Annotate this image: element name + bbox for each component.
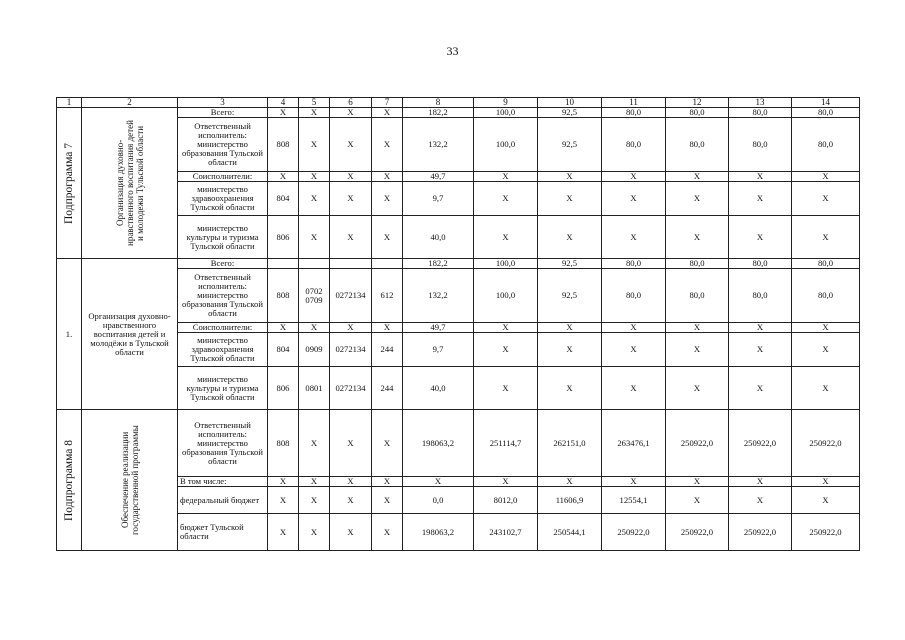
value-cell: X xyxy=(792,477,860,487)
value-cell: X xyxy=(299,216,330,259)
value-cell: 262151,0 xyxy=(538,410,602,477)
header-cell: 11 xyxy=(602,98,666,108)
row-role-cell: министерство здравоохранения Тульской области xyxy=(178,333,268,367)
header-cell: 7 xyxy=(372,98,403,108)
item-number: 1. xyxy=(57,259,82,410)
value-cell xyxy=(268,259,299,269)
table-row xyxy=(57,410,860,477)
value-cell: 808 xyxy=(268,269,299,323)
subprogram-7-label xyxy=(57,108,82,259)
value-cell: X xyxy=(792,323,860,333)
value-cell: X xyxy=(330,182,372,216)
value-cell: X xyxy=(538,323,602,333)
subprogram-8-name xyxy=(82,410,178,551)
header-row xyxy=(57,98,860,108)
value-cell: X xyxy=(268,323,299,333)
header-cell: 14 xyxy=(792,98,860,108)
subprogram-7-label-text: Подпрограмма 7 xyxy=(63,142,75,224)
value-cell: X xyxy=(268,487,299,514)
value-cell: 0702 0709 xyxy=(299,269,330,323)
header-cell: 8 xyxy=(403,98,474,108)
value-cell: 80,0 xyxy=(602,118,666,172)
subprogram-8-name-text: Обеспечение реализации государственной программы xyxy=(119,425,140,535)
value-cell: X xyxy=(299,477,330,487)
value-cell: 100,0 xyxy=(474,108,538,118)
value-cell: 0272134 xyxy=(330,367,372,410)
value-cell: X xyxy=(372,182,403,216)
row-role-cell: министерство здравоохранения Тульской области xyxy=(178,182,268,216)
table-row xyxy=(57,487,860,514)
row-role-cell: министерство культуры и туризма Тульской области xyxy=(178,216,268,259)
value-cell: X xyxy=(729,367,792,410)
row-role-cell: министерство культуры и туризма Тульской области xyxy=(178,367,268,410)
value-cell: X xyxy=(729,323,792,333)
row-role-cell: В том числе: xyxy=(178,477,268,487)
value-cell: X xyxy=(330,216,372,259)
table-row xyxy=(57,367,860,410)
table-row xyxy=(57,323,860,333)
value-cell: 80,0 xyxy=(729,269,792,323)
subprogram-8-label xyxy=(57,410,82,551)
table-row xyxy=(57,333,860,367)
value-cell: 808 xyxy=(268,410,299,477)
table-body xyxy=(57,98,860,551)
value-cell: X xyxy=(792,182,860,216)
value-cell: X xyxy=(268,108,299,118)
row-role-cell: Соисполнители: xyxy=(178,323,268,333)
value-cell: 9,7 xyxy=(403,333,474,367)
value-cell: X xyxy=(372,323,403,333)
value-cell: X xyxy=(602,333,666,367)
value-cell: 80,0 xyxy=(792,108,860,118)
value-cell: X xyxy=(792,333,860,367)
value-cell: 80,0 xyxy=(792,118,860,172)
value-cell: X xyxy=(729,172,792,182)
value-cell: X xyxy=(729,477,792,487)
value-cell: X xyxy=(792,487,860,514)
value-cell: X xyxy=(538,367,602,410)
row-role-cell: федеральный бюджет xyxy=(178,487,268,514)
value-cell: X xyxy=(330,514,372,551)
value-cell: 808 xyxy=(268,118,299,172)
value-cell: X xyxy=(666,182,729,216)
value-cell: 92,5 xyxy=(538,269,602,323)
value-cell: 80,0 xyxy=(729,118,792,172)
value-cell: 80,0 xyxy=(602,259,666,269)
subprogram-7-name-text: Организация духовно- нравственного воспитания детей и молодежи Тульской области xyxy=(114,120,145,246)
table-row xyxy=(57,259,860,269)
value-cell: X xyxy=(666,323,729,333)
row-role-cell: Соисполнители: xyxy=(178,172,268,182)
value-cell: X xyxy=(330,108,372,118)
value-cell: 11606,9 xyxy=(538,487,602,514)
header-cell: 13 xyxy=(729,98,792,108)
table-row xyxy=(57,477,860,487)
value-cell: X xyxy=(299,172,330,182)
header-cell: 6 xyxy=(330,98,372,108)
value-cell: 250922,0 xyxy=(792,410,860,477)
value-cell: 40,0 xyxy=(403,367,474,410)
value-cell: 80,0 xyxy=(602,269,666,323)
table-row xyxy=(57,108,860,118)
header-cell: 9 xyxy=(474,98,538,108)
value-cell: 40,0 xyxy=(403,216,474,259)
value-cell: X xyxy=(538,172,602,182)
value-cell: 250922,0 xyxy=(602,514,666,551)
value-cell xyxy=(330,259,372,269)
value-cell: X xyxy=(538,216,602,259)
value-cell xyxy=(299,259,330,269)
value-cell: 250922,0 xyxy=(666,410,729,477)
value-cell: X xyxy=(474,216,538,259)
value-cell: 80,0 xyxy=(666,269,729,323)
value-cell: X xyxy=(299,487,330,514)
value-cell: X xyxy=(372,487,403,514)
item-name: Организация духовно-нравственного воспитания детей и молодёжи в Тульской области xyxy=(82,259,178,410)
value-cell: 806 xyxy=(268,367,299,410)
value-cell: X xyxy=(666,333,729,367)
value-cell: 182,2 xyxy=(403,108,474,118)
value-cell: X xyxy=(474,367,538,410)
value-cell: X xyxy=(474,477,538,487)
value-cell: 806 xyxy=(268,216,299,259)
value-cell: 0,0 xyxy=(403,487,474,514)
value-cell: 251114,7 xyxy=(474,410,538,477)
value-cell: X xyxy=(792,367,860,410)
value-cell: 12554,1 xyxy=(602,487,666,514)
value-cell: X xyxy=(372,477,403,487)
value-cell: X xyxy=(372,108,403,118)
value-cell: 100,0 xyxy=(474,259,538,269)
value-cell: 250544,1 xyxy=(538,514,602,551)
value-cell: X xyxy=(372,514,403,551)
value-cell: X xyxy=(538,333,602,367)
page-number: 33 xyxy=(446,44,459,58)
header-cell: 10 xyxy=(538,98,602,108)
row-role-cell: Ответственный исполнитель: министерство образования Тульской области xyxy=(178,410,268,477)
value-cell: 0801 xyxy=(299,367,330,410)
value-cell: 0272134 xyxy=(330,333,372,367)
value-cell: X xyxy=(299,108,330,118)
subprogram-8-label-text: Подпрограмма 8 xyxy=(63,439,75,521)
value-cell: 612 xyxy=(372,269,403,323)
subprogram-7-name xyxy=(82,108,178,259)
value-cell: X xyxy=(330,477,372,487)
value-cell: 263476,1 xyxy=(602,410,666,477)
value-cell: 92,5 xyxy=(538,118,602,172)
value-cell: X xyxy=(372,410,403,477)
value-cell: 0909 xyxy=(299,333,330,367)
value-cell: 250922,0 xyxy=(729,514,792,551)
value-cell: X xyxy=(729,487,792,514)
value-cell: 100,0 xyxy=(474,269,538,323)
value-cell: X xyxy=(299,118,330,172)
value-cell: 182,2 xyxy=(403,259,474,269)
value-cell: X xyxy=(372,118,403,172)
header-cell: 1 xyxy=(57,98,82,108)
value-cell: X xyxy=(330,172,372,182)
value-cell: X xyxy=(330,118,372,172)
value-cell: X xyxy=(729,182,792,216)
value-cell: X xyxy=(729,216,792,259)
value-cell: X xyxy=(666,367,729,410)
header-cell: 5 xyxy=(299,98,330,108)
value-cell: 80,0 xyxy=(666,108,729,118)
value-cell: 80,0 xyxy=(666,259,729,269)
value-cell: X xyxy=(538,477,602,487)
value-cell: 250922,0 xyxy=(666,514,729,551)
budget-table xyxy=(56,97,860,551)
value-cell: X xyxy=(602,172,666,182)
value-cell: X xyxy=(602,216,666,259)
value-cell: 250922,0 xyxy=(729,410,792,477)
header-cell: 4 xyxy=(268,98,299,108)
value-cell: X xyxy=(666,216,729,259)
header-cell: 3 xyxy=(178,98,268,108)
value-cell: X xyxy=(729,333,792,367)
value-cell: 132,2 xyxy=(403,118,474,172)
value-cell: 80,0 xyxy=(666,118,729,172)
row-role-cell: Ответственный исполнитель: министерство образования Тульской области xyxy=(178,269,268,323)
table-row xyxy=(57,118,860,172)
table-row xyxy=(57,269,860,323)
value-cell: 198063,2 xyxy=(403,514,474,551)
table-row xyxy=(57,514,860,551)
value-cell: 244 xyxy=(372,367,403,410)
value-cell: X xyxy=(792,172,860,182)
value-cell: 49,7 xyxy=(403,323,474,333)
value-cell: X xyxy=(299,182,330,216)
value-cell: X xyxy=(666,172,729,182)
value-cell: X xyxy=(403,477,474,487)
value-cell: X xyxy=(372,172,403,182)
value-cell: X xyxy=(538,182,602,216)
value-cell: X xyxy=(299,323,330,333)
header-cell: 12 xyxy=(666,98,729,108)
value-cell: X xyxy=(330,323,372,333)
value-cell: 92,5 xyxy=(538,259,602,269)
value-cell: 9,7 xyxy=(403,182,474,216)
value-cell: X xyxy=(666,477,729,487)
table-row xyxy=(57,216,860,259)
value-cell: X xyxy=(474,182,538,216)
value-cell: 244 xyxy=(372,333,403,367)
value-cell: 80,0 xyxy=(792,259,860,269)
value-cell: X xyxy=(299,514,330,551)
table-row xyxy=(57,182,860,216)
value-cell: X xyxy=(330,487,372,514)
value-cell: X xyxy=(268,477,299,487)
value-cell: X xyxy=(474,323,538,333)
value-cell: 80,0 xyxy=(729,259,792,269)
value-cell: X xyxy=(602,367,666,410)
row-role-cell: Ответственный исполнитель: министерство образования Тульской области xyxy=(178,118,268,172)
value-cell: X xyxy=(666,487,729,514)
value-cell: 80,0 xyxy=(792,269,860,323)
row-role-cell: Всего: xyxy=(178,259,268,269)
value-cell: X xyxy=(602,477,666,487)
value-cell: X xyxy=(268,172,299,182)
value-cell xyxy=(372,259,403,269)
value-cell: 243102,7 xyxy=(474,514,538,551)
header-cell: 2 xyxy=(82,98,178,108)
value-cell: 49,7 xyxy=(403,172,474,182)
value-cell: 80,0 xyxy=(602,108,666,118)
value-cell: X xyxy=(792,216,860,259)
row-role-cell: Всего: xyxy=(178,108,268,118)
value-cell: X xyxy=(299,410,330,477)
value-cell: 100,0 xyxy=(474,118,538,172)
value-cell: X xyxy=(474,333,538,367)
value-cell: X xyxy=(474,172,538,182)
value-cell: 250922,0 xyxy=(792,514,860,551)
table-row xyxy=(57,172,860,182)
value-cell: X xyxy=(330,410,372,477)
value-cell: 132,2 xyxy=(403,269,474,323)
value-cell: 804 xyxy=(268,182,299,216)
value-cell: X xyxy=(602,323,666,333)
value-cell: X xyxy=(372,216,403,259)
value-cell: 80,0 xyxy=(729,108,792,118)
value-cell: 198063,2 xyxy=(403,410,474,477)
value-cell: 804 xyxy=(268,333,299,367)
value-cell: 8012,0 xyxy=(474,487,538,514)
value-cell: X xyxy=(602,182,666,216)
value-cell: 92,5 xyxy=(538,108,602,118)
row-role-cell: бюджет Тульской области xyxy=(178,514,268,551)
value-cell: X xyxy=(268,514,299,551)
value-cell: 0272134 xyxy=(330,269,372,323)
